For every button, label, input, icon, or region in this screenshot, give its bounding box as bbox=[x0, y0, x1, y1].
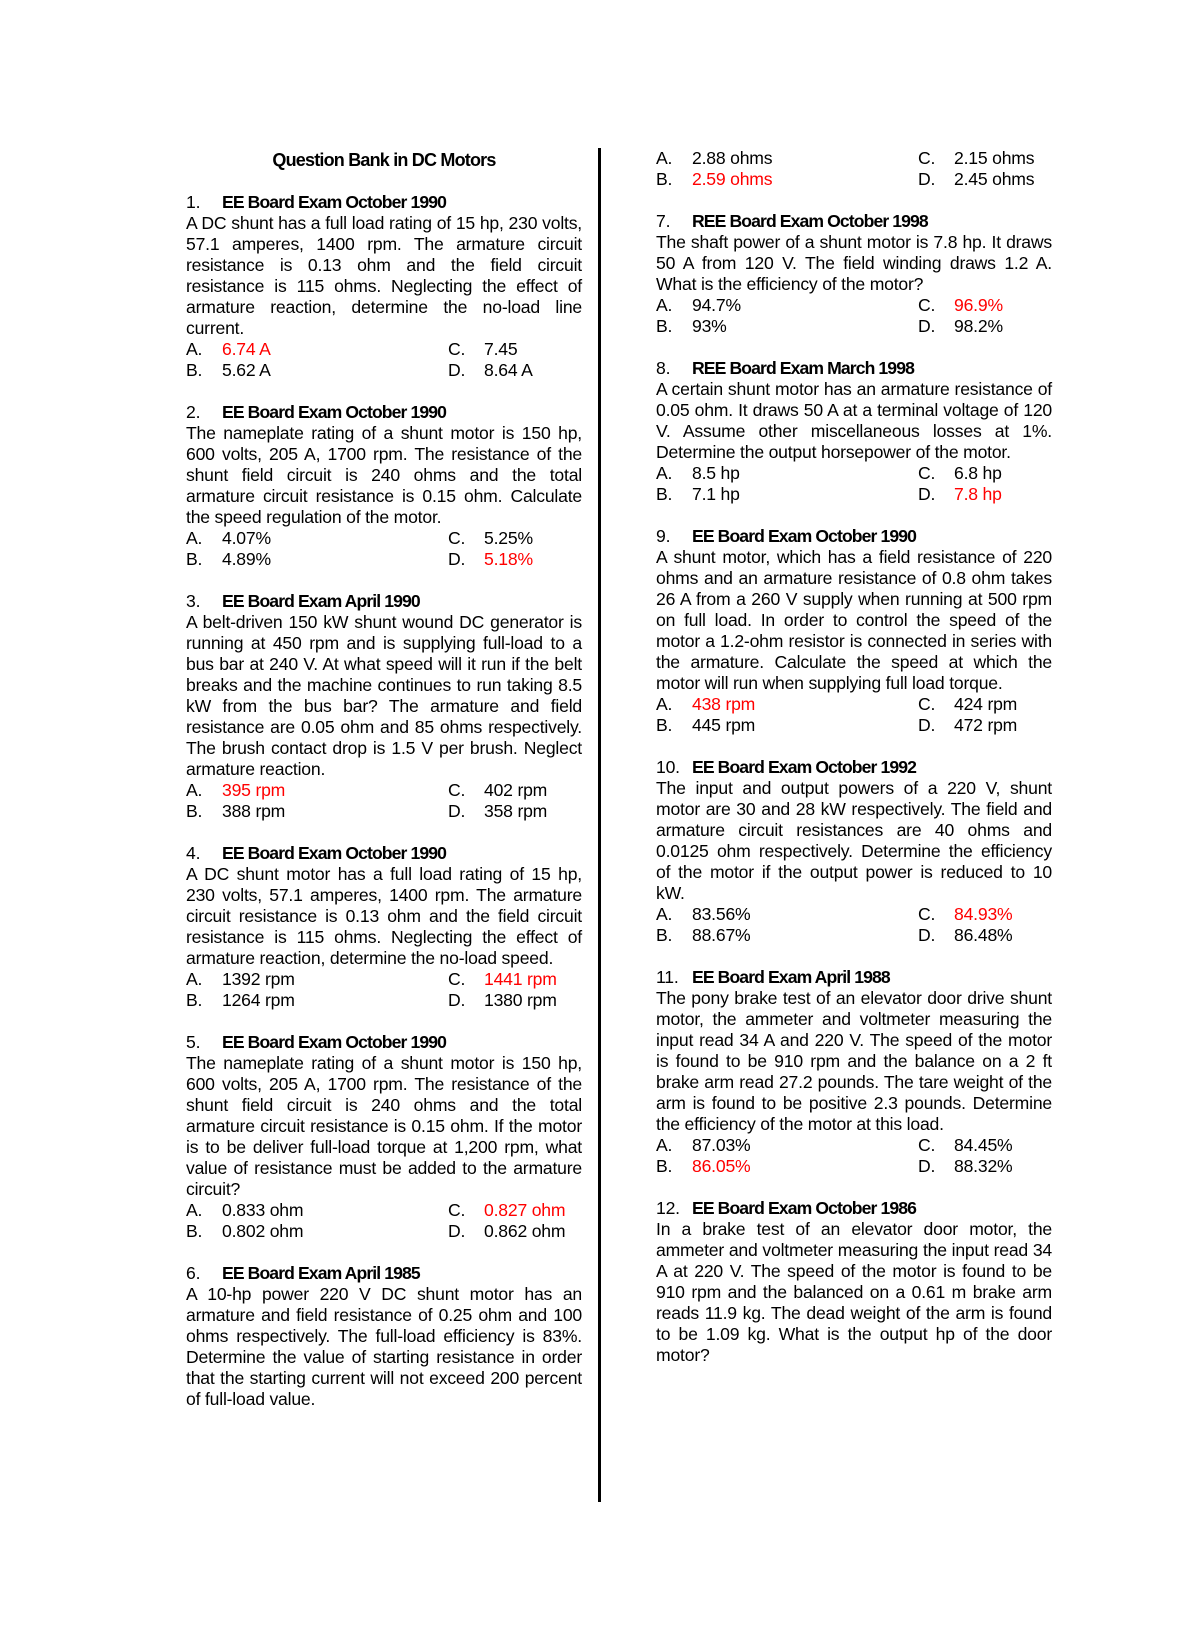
choice-b bbox=[656, 484, 918, 505]
choice-value: 402 rpm bbox=[484, 780, 548, 800]
choice-letter: D. bbox=[448, 990, 466, 1010]
choice-value: 2.15 ohms bbox=[954, 148, 1035, 168]
choice-b bbox=[656, 925, 918, 946]
choice-a bbox=[186, 1200, 448, 1221]
choice-b bbox=[186, 990, 448, 1011]
choice-letter: A. bbox=[186, 780, 203, 800]
correct-answer-value: 96.9% bbox=[954, 295, 1003, 315]
exam-source: REE Board Exam March 1998 bbox=[692, 358, 914, 378]
choice-letter: A. bbox=[656, 295, 673, 315]
choice-a bbox=[186, 528, 448, 549]
choice-c bbox=[918, 463, 1052, 484]
choice-d bbox=[448, 990, 582, 1011]
answer-choices bbox=[656, 463, 1052, 505]
left-column bbox=[186, 148, 582, 1410]
question-text: The nameplate rating of a shunt motor is 150 hp, 600 volts, 205 A, 1700 rpm. The resistance of the shunt field circuit is 240 ohms and the total armature circuit resistance is 0.15 ohm. Calculate the speed regulation of the motor. bbox=[186, 423, 582, 527]
choice-c bbox=[448, 969, 582, 990]
choice-value: 5.25% bbox=[484, 528, 533, 548]
choice-b bbox=[186, 1221, 448, 1242]
question-6 bbox=[186, 1263, 582, 1410]
choice-value: 0.833 ohm bbox=[222, 1200, 304, 1220]
choice-value: 472 rpm bbox=[954, 715, 1018, 735]
choice-letter: C. bbox=[918, 694, 936, 714]
question-header bbox=[656, 211, 1052, 232]
question-5 bbox=[186, 1032, 582, 1242]
choice-a bbox=[186, 339, 448, 360]
choice-a bbox=[656, 904, 918, 925]
choice-value: 388 rpm bbox=[222, 801, 286, 821]
question-number: 4. bbox=[186, 843, 201, 863]
question-text: The pony brake test of an elevator door drive shunt motor, the ammeter and voltmeter measuring the input read 34 A and 220 V. The speed of the motor is found to be 910 rpm and the balance on a 2 ft brake arm read 27.2 pounds. The tare weight of the arm is found to be positive 2.3 pounds. Determine the efficiency of the motor at this load. bbox=[656, 988, 1052, 1134]
answer-choices bbox=[186, 780, 582, 822]
question-text: A certain shunt motor has an armature resistance of 0.05 ohm. It draws 50 A at a terminal voltage of 120 V. Assume other miscellaneous losses at 1%. Determine the output horsepower of the motor. bbox=[656, 379, 1052, 462]
question-number: 3. bbox=[186, 591, 201, 611]
exam-source: EE Board Exam October 1990 bbox=[222, 192, 446, 212]
choice-b bbox=[656, 316, 918, 337]
choice-letter: D. bbox=[448, 1221, 466, 1241]
choice-value: 7.45 bbox=[484, 339, 518, 359]
question-4 bbox=[186, 843, 582, 1011]
question-number: 9. bbox=[656, 526, 671, 546]
exam-source: EE Board Exam April 1988 bbox=[692, 967, 890, 987]
choice-value: 2.45 ohms bbox=[954, 169, 1035, 189]
choice-letter: C. bbox=[448, 528, 466, 548]
question-number: 8. bbox=[656, 358, 671, 378]
choice-value: 1380 rpm bbox=[484, 990, 557, 1010]
choice-letter: A. bbox=[186, 339, 203, 359]
question-number: 10. bbox=[656, 757, 680, 777]
choice-letter: D. bbox=[918, 484, 936, 504]
exam-source: EE Board Exam April 1985 bbox=[222, 1263, 420, 1283]
choice-b bbox=[656, 715, 918, 736]
question-text: The nameplate rating of a shunt motor is 150 hp, 600 volts, 205 A, 1700 rpm. The resistance of the shunt field circuit is 240 ohms and the total armature circuit resistance is 0.15 ohm. If the motor is to be deliver full-load torque at 1,200 rpm, what value of resistance must be added to the armature circuit? bbox=[186, 1053, 582, 1199]
question-header bbox=[186, 1263, 582, 1284]
choice-c bbox=[918, 148, 1052, 169]
question-text: The shaft power of a shunt motor is 7.8 hp. It draws 50 A from 120 V. The field winding draws 1.2 A. What is the efficiency of the motor? bbox=[656, 232, 1052, 294]
choice-value: 83.56% bbox=[692, 904, 751, 924]
question-text: In a brake test of an elevator door motor, the ammeter and voltmeter measuring the input read 34 A at 220 V. The speed of the motor is found to be 910 rpm and the balanced on a 0.61 m brake arm reads 11.9 kg. The dead weight of the arm is found to be 1.09 kg. What is the output hp of the door motor? bbox=[656, 1219, 1052, 1365]
correct-answer-value: 7.8 hp bbox=[954, 484, 1002, 504]
question-number: 2. bbox=[186, 402, 201, 422]
question-header bbox=[186, 192, 582, 213]
choice-letter: C. bbox=[448, 780, 466, 800]
choice-value: 86.48% bbox=[954, 925, 1013, 945]
exam-source: REE Board Exam October 1998 bbox=[692, 211, 928, 231]
choice-a bbox=[656, 694, 918, 715]
choice-d bbox=[918, 169, 1052, 190]
choice-c bbox=[448, 528, 582, 549]
choice-value: 88.32% bbox=[954, 1156, 1013, 1176]
question-3 bbox=[186, 591, 582, 822]
choice-letter: B. bbox=[186, 990, 203, 1010]
correct-answer-value: 395 rpm bbox=[222, 780, 286, 800]
question-text: A belt-driven 150 kW shunt wound DC generator is running at 450 rpm and is supplying full-load to a bus bar at 240 V. At what speed will it run if the belt breaks and the machine continues to run taking 8.5 kW from the bus bar? The armature and field resistance are 0.05 ohm and 85 ohms respectively. The brush contact drop is 1.5 V per brush. Neglect armature reaction. bbox=[186, 612, 582, 779]
choice-value: 0.802 ohm bbox=[222, 1221, 304, 1241]
correct-answer-value: 5.18% bbox=[484, 549, 533, 569]
choice-letter: B. bbox=[656, 316, 673, 336]
choice-letter: B. bbox=[656, 715, 673, 735]
choice-d bbox=[918, 715, 1052, 736]
question-2 bbox=[186, 402, 582, 570]
choice-d bbox=[918, 925, 1052, 946]
correct-answer-value: 86.05% bbox=[692, 1156, 751, 1176]
choice-value: 8.64 A bbox=[484, 360, 533, 380]
choice-value: 7.1 hp bbox=[692, 484, 740, 504]
choice-d bbox=[448, 549, 582, 570]
correct-answer-value: 438 rpm bbox=[692, 694, 756, 714]
choice-value: 4.07% bbox=[222, 528, 271, 548]
answer-choices bbox=[656, 694, 1052, 736]
question-number: 11. bbox=[656, 967, 679, 987]
question-number: 1. bbox=[186, 192, 201, 212]
question-11 bbox=[656, 967, 1052, 1177]
choice-b bbox=[656, 169, 918, 190]
exam-source: EE Board Exam October 1992 bbox=[692, 757, 916, 777]
answer-choices bbox=[186, 339, 582, 381]
question-6-choices-continued bbox=[656, 148, 1052, 190]
choice-letter: D. bbox=[918, 316, 936, 336]
choice-a bbox=[186, 969, 448, 990]
question-10 bbox=[656, 757, 1052, 946]
correct-answer-value: 6.74 A bbox=[222, 339, 271, 359]
choice-letter: A. bbox=[186, 528, 203, 548]
choice-value: 2.88 ohms bbox=[692, 148, 773, 168]
answer-choices bbox=[656, 904, 1052, 946]
choice-value: 8.5 hp bbox=[692, 463, 740, 483]
choice-letter: C. bbox=[918, 463, 936, 483]
choice-c bbox=[918, 1135, 1052, 1156]
question-12 bbox=[656, 1198, 1052, 1366]
choice-letter: C. bbox=[448, 339, 466, 359]
choice-letter: A. bbox=[186, 969, 203, 989]
question-9 bbox=[656, 526, 1052, 736]
choice-c bbox=[918, 295, 1052, 316]
exam-source: EE Board Exam April 1990 bbox=[222, 591, 420, 611]
choice-value: 94.7% bbox=[692, 295, 741, 315]
question-header bbox=[656, 358, 1052, 379]
choice-letter: D. bbox=[918, 169, 936, 189]
answer-choices bbox=[186, 1200, 582, 1242]
question-header bbox=[656, 526, 1052, 547]
choice-value: 4.89% bbox=[222, 549, 271, 569]
choice-value: 0.862 ohm bbox=[484, 1221, 566, 1241]
right-question-list bbox=[656, 211, 1052, 1366]
choice-value: 445 rpm bbox=[692, 715, 756, 735]
answer-choices bbox=[656, 148, 1052, 190]
question-number: 7. bbox=[656, 211, 671, 231]
choice-letter: D. bbox=[448, 801, 466, 821]
question-header bbox=[656, 967, 1052, 988]
choice-d bbox=[918, 1156, 1052, 1177]
question-header bbox=[186, 591, 582, 612]
choice-letter: D. bbox=[918, 925, 936, 945]
choice-letter: B. bbox=[656, 169, 673, 189]
question-header bbox=[186, 1032, 582, 1053]
choice-value: 5.62 A bbox=[222, 360, 271, 380]
choice-c bbox=[918, 694, 1052, 715]
choice-b bbox=[186, 549, 448, 570]
choice-value: 1392 rpm bbox=[222, 969, 295, 989]
correct-answer-value: 2.59 ohms bbox=[692, 169, 773, 189]
exam-source: EE Board Exam October 1990 bbox=[692, 526, 916, 546]
document-title: Question Bank in DC Motors bbox=[272, 150, 496, 170]
choice-value: 358 rpm bbox=[484, 801, 548, 821]
choice-letter: B. bbox=[186, 549, 203, 569]
exam-source: EE Board Exam October 1986 bbox=[692, 1198, 916, 1218]
choice-d bbox=[448, 360, 582, 381]
choice-letter: C. bbox=[918, 1135, 936, 1155]
choice-value: 84.45% bbox=[954, 1135, 1013, 1155]
choice-letter: C. bbox=[918, 904, 936, 924]
choice-c bbox=[448, 780, 582, 801]
choice-letter: B. bbox=[656, 925, 673, 945]
choice-b bbox=[186, 360, 448, 381]
choice-a bbox=[656, 148, 918, 169]
choice-letter: A. bbox=[186, 1200, 203, 1220]
choice-a bbox=[186, 780, 448, 801]
choice-letter: B. bbox=[656, 484, 673, 504]
choice-value: 1264 rpm bbox=[222, 990, 295, 1010]
question-text: A 10-hp power 220 V DC shunt motor has an armature and field resistance of 0.25 ohm and 100 ohms respectively. The full-load efficiency is 83%. Determine the value of starting resistance in order that the starting current will not exceed 200 percent of full-load value. bbox=[186, 1284, 582, 1409]
answer-choices bbox=[656, 295, 1052, 337]
question-number: 5. bbox=[186, 1032, 201, 1052]
choice-value: 424 rpm bbox=[954, 694, 1018, 714]
choice-a bbox=[656, 1135, 918, 1156]
choice-letter: B. bbox=[186, 1221, 203, 1241]
choice-value: 87.03% bbox=[692, 1135, 751, 1155]
question-1 bbox=[186, 192, 582, 381]
choice-d bbox=[448, 801, 582, 822]
question-text: A DC shunt motor has a full load rating of 15 hp, 230 volts, 57.1 amperes, 1400 rpm. The armature circuit resistance is 0.13 ohm and the field circuit resistance is 115 ohms. Neglecting the effect of armature reaction, determine the no-load speed. bbox=[186, 864, 582, 968]
choice-value: 6.8 hp bbox=[954, 463, 1002, 483]
choice-b bbox=[186, 801, 448, 822]
question-text: The input and output powers of a 220 V, shunt motor are 30 and 28 kW respectively. The field and armature circuit resistances are 40 ohms and 0.0125 ohm respectively. Determine the efficiency of the motor if the output power is reduced to 10 kW. bbox=[656, 778, 1052, 903]
left-question-list bbox=[186, 192, 582, 1410]
choice-d bbox=[918, 316, 1052, 337]
exam-source: EE Board Exam October 1990 bbox=[222, 843, 446, 863]
choice-letter: C. bbox=[448, 1200, 466, 1220]
choice-c bbox=[448, 339, 582, 360]
question-header bbox=[656, 1198, 1052, 1219]
answer-choices bbox=[656, 1135, 1052, 1177]
question-text: A shunt motor, which has a field resistance of 220 ohms and an armature resistance of 0.8 ohm takes 26 A from a 260 V supply when running at 500 rpm on full load. In order to control the speed of the motor a 1.2-ohm resistor is connected in series with the armature. Calculate the speed at which the motor will run when supplying full load torque. bbox=[656, 547, 1052, 693]
correct-answer-value: 84.93% bbox=[954, 904, 1013, 924]
question-header bbox=[186, 402, 582, 423]
question-header bbox=[656, 757, 1052, 778]
choice-b bbox=[656, 1156, 918, 1177]
choice-letter: B. bbox=[656, 1156, 673, 1176]
exam-source: EE Board Exam October 1990 bbox=[222, 402, 446, 422]
question-8 bbox=[656, 358, 1052, 505]
choice-letter: C. bbox=[448, 969, 466, 989]
choice-value: 93% bbox=[692, 316, 727, 336]
question-number: 12. bbox=[656, 1198, 680, 1218]
choice-letter: B. bbox=[186, 360, 203, 380]
choice-letter: A. bbox=[656, 463, 673, 483]
choice-letter: D. bbox=[448, 549, 466, 569]
question-text: A DC shunt has a full load rating of 15 hp, 230 volts, 57.1 amperes, 1400 rpm. The armature circuit resistance is 0.13 ohm and the field circuit resistance is 115 ohms. Neglecting the effect of armature reaction, determine the no-load line current. bbox=[186, 213, 582, 338]
choice-letter: C. bbox=[918, 148, 936, 168]
choice-letter: A. bbox=[656, 694, 673, 714]
right-column bbox=[656, 148, 1052, 1387]
correct-answer-value: 1441 rpm bbox=[484, 969, 557, 989]
choice-value: 98.2% bbox=[954, 316, 1003, 336]
choice-c bbox=[448, 1200, 582, 1221]
choice-a bbox=[656, 295, 918, 316]
choice-c bbox=[918, 904, 1052, 925]
choice-letter: A. bbox=[656, 148, 673, 168]
choice-a bbox=[656, 463, 918, 484]
choice-letter: C. bbox=[918, 295, 936, 315]
choice-letter: A. bbox=[656, 904, 673, 924]
choice-d bbox=[918, 484, 1052, 505]
choice-letter: D. bbox=[448, 360, 466, 380]
column-divider bbox=[598, 148, 601, 1502]
choice-d bbox=[448, 1221, 582, 1242]
choice-letter: D. bbox=[918, 1156, 936, 1176]
exam-source: EE Board Exam October 1990 bbox=[222, 1032, 446, 1052]
answer-choices bbox=[186, 969, 582, 1011]
question-7 bbox=[656, 211, 1052, 337]
correct-answer-value: 0.827 ohm bbox=[484, 1200, 566, 1220]
choice-value: 88.67% bbox=[692, 925, 751, 945]
choice-letter: A. bbox=[656, 1135, 673, 1155]
question-number: 6. bbox=[186, 1263, 201, 1283]
choice-letter: D. bbox=[918, 715, 936, 735]
question-header bbox=[186, 843, 582, 864]
choice-letter: B. bbox=[186, 801, 203, 821]
answer-choices bbox=[186, 528, 582, 570]
